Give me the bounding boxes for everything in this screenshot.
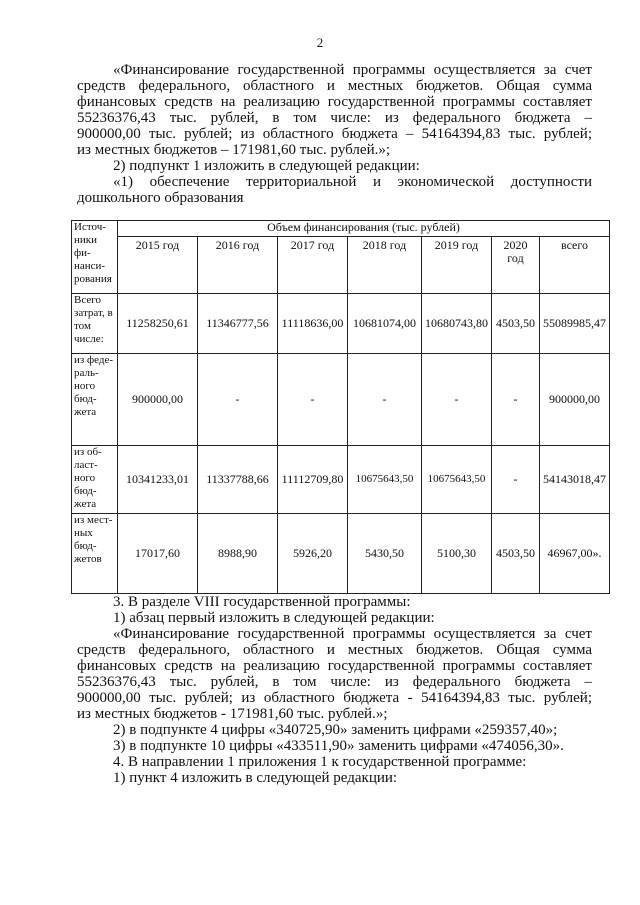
financing-table [71,220,610,594]
paragraph-line: 55236376,43 тыс. рублей, в том числе: из федерального бюджета – [77,110,592,126]
header-source: Источ-ники фи-нанси-рования [72,221,118,294]
cell-value: 11258250,61 [118,294,198,354]
paragraph-line: средств федерального, областного и местных бюджетов. Общая сумма [77,642,592,658]
cell-value: - [198,354,278,446]
paragraph-line: 55236376,43 тыс. рублей, в том числе: из федерального бюджета – [77,674,592,690]
paragraph-line: из местных бюджетов - 171981,60 тыс. рублей.»; [77,706,388,722]
header-year: 2018 год [348,237,422,294]
subitem-line: 2) подпункт 1 изложить в следующей редакции: [113,158,420,174]
table-years-row [72,237,610,294]
cell-value: - [422,354,492,446]
cell-value: 11337788,66 [198,446,278,514]
header-year: 2019 год [422,237,492,294]
page-number: 2 [316,35,324,50]
header-year: 2020 год [492,237,540,294]
row-label: Всего затрат, в том числе: [72,294,118,354]
cell-value: 17017,60 [118,514,198,594]
header-year: 2017 год [278,237,348,294]
cell-value: 10341233,01 [118,446,198,514]
table-row [72,294,610,354]
header-volume: Объем финансирования (тыс. рублей) [118,221,610,237]
row-label: из об-ласт-ного бюд-жета [72,446,118,514]
cell-value: 10680743,80 [422,294,492,354]
cell-value: 900000,00 [118,354,198,446]
subitem-line: 1) пункт 4 изложить в следующей редакции: [113,770,398,786]
paragraph-line: средств федерального, областного и местных бюджетов. Общая сумма [77,78,592,94]
paragraph-line: «Финансирование государственной программы осуществляется за счет [113,626,592,642]
section-line: 4. В направлении 1 приложения 1 к государственной программе: [113,754,527,770]
cell-value: 11346777,56 [198,294,278,354]
subitem-line: 1) абзац первый изложить в следующей редакции: [113,610,435,626]
cell-value: 4503,50 [492,514,540,594]
row-label: из мест-ных бюд-жетов [72,514,118,594]
cell-value: 5430,50 [348,514,422,594]
cell-value: - [278,354,348,446]
cell-value: 900000,00 [540,354,610,446]
cell-value: 5100,30 [422,514,492,594]
cell-value: - [348,354,422,446]
cell-value: 54143018,47 [540,446,610,514]
cell-value: 11112709,80 [278,446,348,514]
cell-value: 4503,50 [492,294,540,354]
paragraph-line: финансовых средств на реализацию государственной программы составляет [77,94,592,110]
table-row [72,446,610,514]
paragraph-line: 900000,00 тыс. рублей; из областного бюджета – 54164394,83 тыс. рублей; [77,126,592,142]
bottom-text-block [77,594,592,786]
paragraph-line: финансовых средств на реализацию государственной программы составляет [77,658,592,674]
cell-value: 46967,00». [540,514,610,594]
table-row [72,354,610,446]
paragraph-line: из местных бюджетов – 171981,60 тыс. рублей.»; [77,142,391,158]
cell-value: 10675643,50 [348,446,422,514]
cell-value: 10681074,00 [348,294,422,354]
cell-value: 55089985,47 [540,294,610,354]
header-total: всего [540,237,610,294]
subitem-line: 2) в подпункте 4 цифры «340725,90» заменить цифрами «259357,40»; [113,722,558,738]
paragraph-line: 900000,00 тыс. рублей; из областного бюджета - 54164394,83 тыс. рублей; [77,690,592,706]
subitem-line: дошкольного образования [77,190,244,206]
subitem-line: 3) в подпункте 10 цифры «433511,90» заменить цифрами «474056,30». [113,738,564,754]
row-label: из феде-раль-ного бюд-жета [72,354,118,446]
header-year: 2016 год [198,237,278,294]
subitem-line: «1) обеспечение территориальной и экономической доступности [113,174,592,190]
cell-value: 5926,20 [278,514,348,594]
cell-value: - [492,446,540,514]
cell-value: - [492,354,540,446]
table-header-row [72,221,610,237]
cell-value: 11118636,00 [278,294,348,354]
top-text-block [77,62,592,206]
table-row [72,514,610,594]
section-line: 3. В разделе VIII государственной программы: [113,594,411,610]
header-year: 2015 год [118,237,198,294]
paragraph-line: «Финансирование государственной программы осуществляется за счет [113,62,592,78]
cell-value: 8988,90 [198,514,278,594]
cell-value: 10675643,50 [422,446,492,514]
